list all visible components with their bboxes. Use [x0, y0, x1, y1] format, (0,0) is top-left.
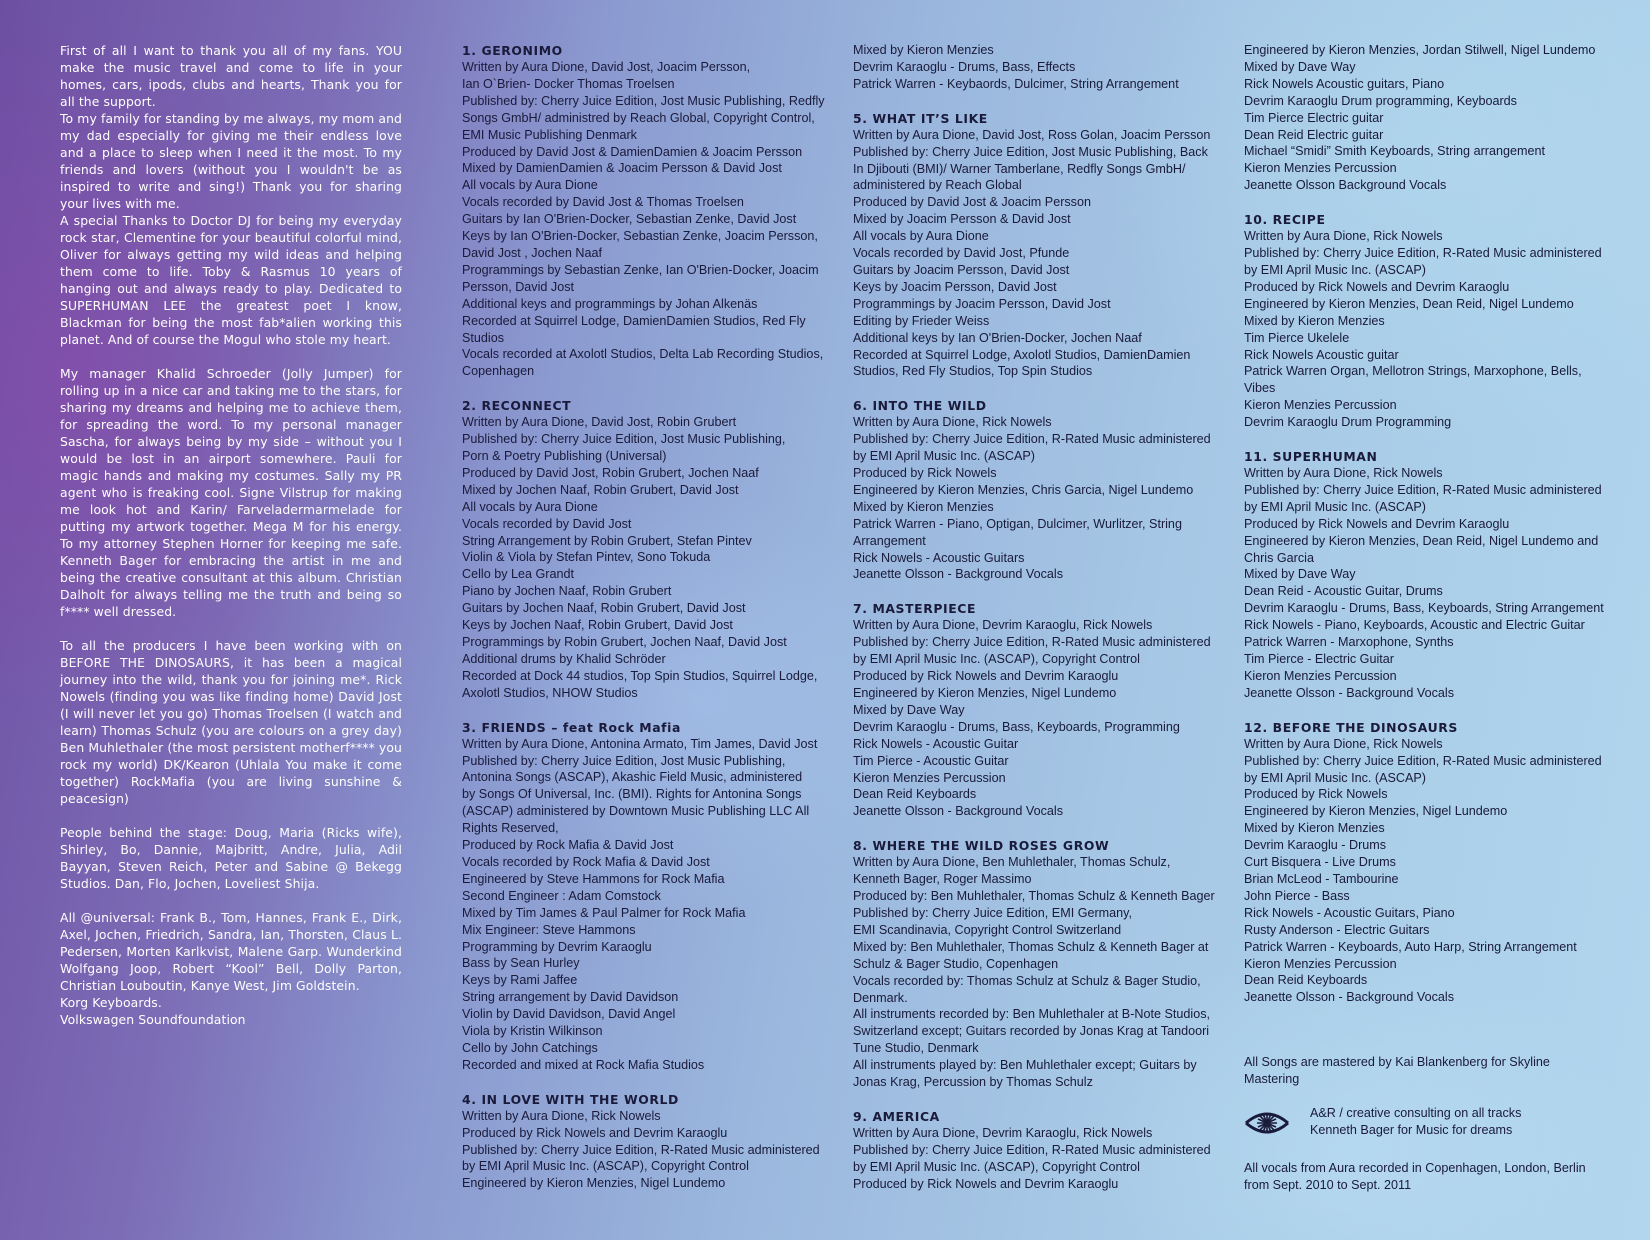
- eye-burst-icon: [1244, 1103, 1290, 1143]
- credit-line: Produced by David Jost & Joacim Persson: [853, 195, 1091, 210]
- credit-line: Tune Studio, Denmark: [853, 1041, 979, 1056]
- credit-line: Written by Aura Dione, Antonina Armato, Tim James, David Jost: [462, 736, 818, 751]
- credit-line: Written by Aura Dione, David Jost, Joacim Persson,: [462, 60, 751, 74]
- credit-line: Vocals recorded by David Jost: [462, 516, 632, 531]
- credit-line: Mixed by Kieron Menzies: [853, 499, 994, 514]
- credit-line: Published by: Cherry Juice Edition, Jost Music Publishing,: [462, 753, 786, 768]
- track-title: 4. IN LOVE WITH THE WORLD: [462, 1091, 679, 1107]
- credit-line: Dean Reid Keyboards: [853, 787, 977, 802]
- track-title: 9. AMERICA: [853, 1108, 940, 1124]
- credit-line: Arrangement: [853, 533, 926, 548]
- credit-line: Additional drums by Khalid Schröder: [462, 651, 666, 666]
- credit-line: Devrim Karaoglu - Drums: [1244, 838, 1387, 853]
- credit-line: by EMI April Music Inc. (ASCAP): [1244, 499, 1426, 514]
- credit-line: Engineered by Steve Hammons for Rock Mafia: [462, 871, 725, 886]
- credit-line: Dean Reid Keyboards: [1244, 973, 1368, 988]
- credit-line: Rick Nowels - Piano, Keyboards, Acoustic and Electric Guitar: [1244, 618, 1585, 633]
- credit-line: by EMI April Music Inc. (ASCAP): [853, 449, 1035, 464]
- thanks-column: [60, 42, 402, 1045]
- credit-line: Jeanette Olsson - Background Vocals: [1244, 990, 1455, 1005]
- credit-line: Written by Aura Dione, Rick Nowels: [853, 415, 1052, 430]
- credit-line: Additional keys by Ian O'Brien-Docker, Jochen Naaf: [853, 330, 1142, 345]
- ar-text: [1310, 1105, 1521, 1139]
- credit-line: Patrick Warren - Keyboards, Auto Harp, String Arrangement: [1244, 939, 1577, 954]
- credit-line: Songs GmbH/ administred by Reach Global, Copyright Control,: [462, 110, 815, 125]
- credit-line: Devrim Karaoglu Drum Programming: [1244, 415, 1452, 430]
- credit-line: Programmings by Sebastian Zenke, Ian O'Brien-Docker, Joacim: [462, 262, 819, 277]
- credit-line: Studios: [462, 330, 505, 345]
- credit-line: Published by: Cherry Juice Edition, R-Rated Music administered: [853, 432, 1211, 447]
- track-credits: [853, 397, 1233, 583]
- credit-line: Mixed by: Ben Muhlethaler, Thomas Schulz & Kenneth Bager at: [853, 939, 1209, 954]
- track-title: 1. GERONIMO: [462, 43, 563, 58]
- thanks-paragraph: Korg Keyboards.: [60, 995, 162, 1010]
- credit-line: String arrangement by David Davidson: [462, 990, 679, 1005]
- credit-line: Jeanette Olsson - Background Vocals: [853, 567, 1064, 582]
- credit-line: Vocals recorded by David Jost, Pfunde: [853, 246, 1070, 261]
- credit-line: Keys by Jochen Naaf, Robin Grubert, David Jost: [462, 618, 733, 633]
- credit-line: Second Engineer : Adam Comstock: [462, 888, 661, 903]
- credit-line: Vocals recorded at Axolotl Studios, Delta Lab Recording Studios,: [462, 347, 824, 362]
- credit-line: Written by Aura Dione, Devrim Karaoglu, Rick Nowels: [853, 1125, 1153, 1140]
- track-credits: [853, 600, 1233, 820]
- credit-line: Rick Nowels Acoustic guitars, Piano: [1244, 76, 1445, 91]
- credit-line: by EMI April Music Inc. (ASCAP): [1244, 770, 1426, 785]
- credit-line: Programming by Devrim Karaoglu: [462, 939, 652, 954]
- credit-line: Ian O`Brien- Docker Thomas Troelsen: [462, 76, 675, 91]
- credit-line: Tim Pierce - Electric Guitar: [1244, 652, 1394, 666]
- credit-line: Recorded at Squirrel Lodge, Axolotl Studios, DamienDamien: [853, 347, 1191, 362]
- track-credits: [1244, 448, 1644, 702]
- credit-line: Devrim Karaoglu Drum programming, Keyboards: [1244, 93, 1517, 108]
- credit-line: Switzerland except; Guitars recorded by Jonas Krag at Tandoori: [853, 1024, 1210, 1039]
- credit-line: All instruments played by: Ben Muhlethaler except; Guitars by: [853, 1058, 1197, 1073]
- credit-line: Kieron Menzies Percussion: [1244, 668, 1397, 683]
- credit-line: Published by: Cherry Juice Edition, Jost Music Publishing, Back: [853, 144, 1208, 159]
- credit-line: Keys by Ian O'Brien-Docker, Sebastian Zenke, Joacim Persson,: [462, 229, 818, 244]
- credit-line: Published by: Cherry Juice Edition, R-Rated Music administered: [1244, 246, 1602, 261]
- credit-line: Schulz & Bager Studio, Copenhagen: [853, 956, 1059, 971]
- credit-line: Engineered by Kieron Menzies, Dean Reid, Nigel Lundemo and: [1244, 533, 1599, 548]
- credit-line: Written by Aura Dione, Devrim Karaoglu, Rick Nowels: [853, 618, 1153, 633]
- credit-line: Rick Nowels - Acoustic Guitars: [853, 550, 1025, 565]
- credit-line: Published by: Cherry Juice Edition, R-Rated Music administered: [462, 1142, 820, 1157]
- credit-line: All vocals by Aura Dione: [462, 499, 598, 514]
- credit-line: Mixed by Dave Way: [1244, 59, 1356, 74]
- credit-line: Cello by John Catchings: [462, 1040, 598, 1055]
- credit-line: (ASCAP) administered by Downtown Music Publishing LLC All: [462, 804, 810, 819]
- credit-line: administered by Reach Global: [853, 178, 1022, 193]
- credit-line: Produced by Rock Mafia & David Jost: [462, 838, 674, 853]
- credit-line: Mix Engineer: Steve Hammons: [462, 922, 636, 937]
- credit-line: by EMI April Music Inc. (ASCAP), Copyright Control: [462, 1159, 749, 1174]
- credit-line: Produced by Rick Nowels and Devrim Karaoglu: [1244, 279, 1510, 294]
- credits-column-3-tracks: [1244, 42, 1644, 1006]
- credit-line: Curt Bisquera - Live Drums: [1244, 855, 1396, 870]
- credit-line: Devrim Karaoglu - Drums, Bass, Effects: [853, 59, 1076, 74]
- credit-line: by Songs Of Universal, Inc. (BMI). Rights for Antonina Songs: [462, 787, 802, 802]
- credit-line: Written by Aura Dione, Ben Muhlethaler, Thomas Schulz,: [853, 855, 1171, 870]
- track-title: 2. RECONNECT: [462, 398, 572, 414]
- mastering-line: Mastering: [1244, 1072, 1300, 1087]
- mastering-line: All Songs are mastered by Kai Blankenberg for Skyline: [1244, 1055, 1550, 1070]
- credit-line: Keys by Rami Jaffee: [462, 973, 578, 988]
- recording-note: [1244, 1160, 1644, 1194]
- credit-line: Engineered by Kieron Menzies, Nigel Lundemo: [853, 686, 1117, 700]
- credit-line: Copenhagen: [462, 364, 535, 379]
- credit-line: Mixed by Kieron Menzies: [1244, 821, 1385, 836]
- credit-line: Studios, Red Fly Studios, Top Spin Studios: [853, 364, 1093, 379]
- credit-line: Engineered by Kieron Menzies, Nigel Lundemo: [1244, 804, 1508, 819]
- thanks-paragraph: First of all I want to thank you all of my fans. YOU make the music travel and come to life in your homes, cars, ipods, clubs and hearts, Thank you for all the support.: [60, 43, 402, 109]
- credit-line: Chris Garcia: [1244, 550, 1314, 565]
- recording-line: from Sept. 2010 to Sept. 2011: [1244, 1177, 1412, 1192]
- credit-line: Jeanette Olsson - Background Vocals: [1244, 685, 1455, 700]
- track-title: 3. FRIENDS – feat Rock Mafia: [462, 719, 681, 735]
- credit-line: Kieron Menzies Percussion: [1244, 956, 1397, 971]
- credit-line: Published by: Cherry Juice Edition, EMI Germany,: [853, 905, 1133, 920]
- credit-line: Piano by Jochen Naaf, Robin Grubert: [462, 584, 672, 599]
- credits-column-1: [462, 42, 842, 1209]
- credit-line: Denmark.: [853, 990, 908, 1005]
- credit-line: Produced by Rick Nowels and Devrim Karaoglu: [1244, 516, 1510, 531]
- credit-line: David Jost , Jochen Naaf: [462, 245, 603, 260]
- credit-line: All vocals by Aura Dione: [462, 178, 598, 193]
- credit-line: Devrim Karaoglu - Drums, Bass, Keyboards, Programming: [853, 719, 1180, 734]
- credit-line: Antonina Songs (ASCAP), Akashic Field Music, administered: [462, 770, 803, 785]
- credit-line: Recorded at Dock 44 studios, Top Spin Studios, Squirrel Lodge,: [462, 668, 818, 683]
- credit-line: Mixed by Dave Way: [853, 702, 965, 717]
- credit-line: Guitars by Ian O'Brien-Docker, Sebastian Zenke, David Jost: [462, 212, 797, 227]
- credit-line: In Djibouti (BMI)/ Warner Tamberlane, Redfly Songs GmbH/: [853, 161, 1186, 176]
- credit-line: Produced by Rick Nowels and Devrim Karaoglu: [462, 1125, 728, 1140]
- credit-line: Tim Pierce - Acoustic Guitar: [853, 753, 1009, 768]
- credit-line: Vocals recorded by: Thomas Schulz at Schulz & Bager Studio,: [853, 973, 1201, 988]
- ar-line: Kenneth Bager for Music for dreams: [1310, 1122, 1513, 1137]
- track-credits: [853, 42, 1233, 93]
- thanks-paragraph: My manager Khalid Schroeder (Jolly Jumper) for rolling up in a nice car and taking me to the stars, for sharing my dreams and helping me to achieve them, for spreading the word. To my personal manager Sascha, for always being by my side – without you I would be lost in an airport somewhere. Pauli for magic hands and making my costumes. Sally my PR agent who is freaking cool. Signe Vilstrup for making me look hot and Karin/ Farveladermarmelade for putting my artwork together. Mega M for his energy. To my attorney Stephen Horner for keeping me safe. Kenneth Bager for embracing the artist in me and being the creative consultant at this album. Christian Dalholt for always telling me the truth and being so f**** well dressed.: [60, 366, 402, 619]
- credit-line: Mixed by DamienDamien & Joacim Persson & David Jost: [462, 161, 782, 176]
- credit-line: Violin & Viola by Stefan Pintev, Sono Tokuda: [462, 550, 711, 565]
- credit-line: Vocals recorded by David Jost & Thomas Troelsen: [462, 195, 744, 210]
- credit-line: Additional keys and programmings by Johan Alkenäs: [462, 296, 758, 311]
- credit-line: Keys by Joacim Persson, David Jost: [853, 279, 1057, 294]
- credit-line: Produced by David Jost, Robin Grubert, Jochen Naaf: [462, 465, 759, 480]
- credit-line: Dean Reid Electric guitar: [1244, 127, 1384, 142]
- credit-line: by EMI April Music Inc. (ASCAP), Copyright Control: [853, 1159, 1140, 1174]
- credit-line: Published by: Cherry Juice Edition, R-Rated Music administered: [853, 635, 1211, 650]
- credit-line: Guitars by Jochen Naaf, Robin Grubert, David Jost: [462, 601, 746, 616]
- credit-line: Kieron Menzies Percussion: [1244, 398, 1397, 413]
- credit-line: Rick Nowels - Acoustic Guitars, Piano: [1244, 905, 1455, 920]
- credit-line: Jeanette Olsson Background Vocals: [1244, 178, 1447, 193]
- credit-line: Patrick Warren - Keybaords, Dulcimer, String Arrangement: [853, 76, 1179, 91]
- credit-line: Jeanette Olsson - Background Vocals: [853, 804, 1064, 819]
- credit-line: Recorded and mixed at Rock Mafia Studios: [462, 1057, 705, 1072]
- credit-line: Written by Aura Dione, David Jost, Robin Grubert: [462, 415, 737, 430]
- credit-line: Programmings by Joacim Persson, David Jost: [853, 296, 1111, 311]
- credit-line: Axolotl Studios, NHOW Studios: [462, 685, 638, 700]
- credit-line: Produced by: Ben Muhlethaler, Thomas Schulz & Kenneth Bager: [853, 889, 1215, 904]
- track-credits: [462, 1091, 842, 1193]
- track-credits: [853, 1108, 1233, 1193]
- credit-line: Recorded at Squirrel Lodge, DamienDamien Studios, Red Fly: [462, 313, 806, 328]
- track-title: 7. MASTERPIECE: [853, 601, 977, 617]
- credit-line: All vocals by Aura Dione: [853, 229, 989, 244]
- credit-line: Rick Nowels Acoustic guitar: [1244, 347, 1399, 362]
- credit-line: Mixed by Tim James & Paul Palmer for Rock Mafia: [462, 905, 746, 920]
- credit-line: Rusty Anderson - Electric Guitars: [1244, 922, 1430, 937]
- credit-line: Bass by Sean Hurley: [462, 956, 580, 971]
- credit-line: Engineered by Kieron Menzies, Jordan Stilwell, Nigel Lundemo: [1244, 43, 1596, 57]
- credit-line: Tim Pierce Electric guitar: [1244, 110, 1384, 125]
- credit-line: Mixed by Jochen Naaf, Robin Grubert, David Jost: [462, 482, 739, 497]
- credit-line: Viola by Kristin Wilkinson: [462, 1024, 603, 1039]
- credit-line: Produced by Rick Nowels and Devrim Karaoglu: [853, 669, 1119, 684]
- thanks-paragraph: Volkswagen Soundfoundation: [60, 1012, 246, 1027]
- credit-line: Engineered by Kieron Menzies, Chris Garcia, Nigel Lundemo: [853, 482, 1194, 497]
- track-credits: [462, 719, 842, 1074]
- credit-line: Violin by David Davidson, David Angel: [462, 1007, 676, 1022]
- credit-line: Produced by Rick Nowels: [853, 466, 997, 481]
- credit-line: Mixed by Dave Way: [1244, 567, 1356, 582]
- credit-line: Programmings by Robin Grubert, Jochen Naaf, David Jost: [462, 635, 787, 649]
- credit-line: Mixed by Kieron Menzies: [853, 43, 994, 57]
- credits-column-3: [1244, 42, 1644, 1194]
- credit-line: Kieron Menzies Percussion: [853, 770, 1006, 785]
- credit-line: Devrim Karaoglu - Drums, Bass, Keyboards, String Arrangement: [1244, 601, 1604, 616]
- track-credits: [462, 42, 842, 380]
- credit-line: Vocals recorded by Rock Mafia & David Jost: [462, 854, 710, 869]
- credit-line: Persson, David Jost: [462, 279, 574, 294]
- credit-line: Kenneth Bager, Roger Massimo: [853, 872, 1032, 887]
- recording-line: All vocals from Aura recorded in Copenhagen, London, Berlin: [1244, 1161, 1586, 1176]
- track-title: 5. WHAT IT’S LIKE: [853, 110, 988, 126]
- track-credits: [1244, 719, 1644, 1007]
- credit-line: Mixed by Kieron Menzies: [1244, 313, 1385, 328]
- thanks-paragraph: All @universal: Frank B., Tom, Hannes, Frank E., Dirk, Axel, Jochen, Friedrich, Sandra, Ian, Thorsten, Claus L. Pedersen, Morten Karlkvist, Malene Garp. Wunderkind Wolfgang Joop, Robert “Kool” Bell, Dolly Parton, Christian Louboutin, Kanye West, Jim Goldstein.: [60, 910, 402, 993]
- ar-credit: [1244, 1105, 1644, 1143]
- credit-line: Produced by Rick Nowels and Devrim Karaoglu: [853, 1176, 1119, 1191]
- credit-line: EMI Scandinavia, Copyright Control Switzerland: [853, 922, 1122, 937]
- track-title: 6. INTO THE WILD: [853, 398, 987, 414]
- credit-line: Published by: Cherry Juice Edition, R-Rated Music administered: [1244, 482, 1602, 497]
- credit-line: Produced by David Jost & DamienDamien & Joacim Persson: [462, 144, 803, 159]
- credit-line: Dean Reid - Acoustic Guitar, Drums: [1244, 584, 1443, 599]
- track-credits: [1244, 42, 1644, 194]
- track-credits: [462, 397, 842, 701]
- thanks-paragraph: A special Thanks to Doctor DJ for being my everyday rock star, Clementine for your beautiful colorful mind, Oliver for always getting my wild ideas and helping them come to life. Toby & Rasmus 10 years of hanging out and always ready to play. Dedicated to SUPERHUMAN LEE the greatest poet I know, Blackman for being the most fab*alien working this planet. And of course the Mogul who stole my heart.: [60, 213, 402, 347]
- mastering-note: [1244, 1054, 1644, 1088]
- credit-line: EMI Music Publishing Denmark: [462, 127, 637, 142]
- credit-line: Mixed by Joacim Persson & David Jost: [853, 212, 1071, 227]
- credit-line: Written by Aura Dione, Rick Nowels: [1244, 229, 1443, 244]
- credit-line: Produced by Rick Nowels: [1244, 787, 1388, 802]
- track-credits: [1244, 211, 1644, 431]
- credit-line: John Pierce - Bass: [1244, 888, 1350, 903]
- credit-line: All instruments recorded by: Ben Muhlethaler at B-Note Studios,: [853, 1007, 1210, 1022]
- credit-line: Published by: Cherry Juice Edition, Jost Music Publishing,: [462, 432, 786, 447]
- credit-line: Editing by Frieder Weiss: [853, 313, 990, 328]
- credit-line: Engineered by Kieron Menzies, Nigel Lundemo: [462, 1176, 726, 1191]
- credit-line: Written by Aura Dione, David Jost, Ross Golan, Joacim Persson: [853, 127, 1211, 142]
- track-title: 11. SUPERHUMAN: [1244, 449, 1378, 465]
- track-credits: [853, 837, 1233, 1091]
- credit-line: Porn & Poetry Publishing (Universal): [462, 449, 667, 464]
- credit-line: Published by: Cherry Juice Edition, R-Rated Music administered: [853, 1142, 1211, 1157]
- credit-line: Published by: Cherry Juice Edition, R-Rated Music administered: [1244, 753, 1602, 768]
- credit-line: Michael “Smidi” Smith Keyboards, String arrangement: [1244, 144, 1545, 159]
- credit-line: Brian McLeod - Tambourine: [1244, 871, 1399, 886]
- credit-line: Written by Aura Dione, Rick Nowels: [1244, 736, 1443, 751]
- credit-line: Vibes: [1244, 381, 1276, 396]
- credit-line: Tim Pierce Ukelele: [1244, 330, 1350, 345]
- credit-line: Rick Nowels - Acoustic Guitar: [853, 736, 1019, 751]
- track-title: 12. BEFORE THE DINOSAURS: [1244, 719, 1458, 735]
- thanks-paragraph: To my family for standing by me always, my mom and my dad especially for giving me their endless love and a place to sleep when I need it the most. To my friends and lovers (without you I wouldn't be as inspired to write and sing!) Thank you for sharing your lives with me.: [60, 111, 402, 211]
- credit-line: Written by Aura Dione, Rick Nowels: [1244, 466, 1443, 481]
- credit-line: Written by Aura Dione, Rick Nowels: [462, 1108, 661, 1123]
- thanks-paragraph: To all the producers I have been working with on BEFORE THE DINOSAURS, it has been a magical journey into the wild, thank you for joining me*. Rick Nowels (finding you was like finding home) David Jost (I will never let you go) Thomas Troelsen (I watch and learn) Thomas Schulz (you are colours on a grey day) Ben Muhlethaler (the most persistent motherf**** you rock my world) DK/Kearon (Uhlala You make it come together) RockMafia (you are living sunshine & peacesign): [60, 638, 402, 806]
- credit-line: Guitars by Joacim Persson, David Jost: [853, 262, 1070, 277]
- track-title: 8. WHERE THE WILD ROSES GROW: [853, 838, 1110, 854]
- credit-line: by EMI April Music Inc. (ASCAP): [1244, 262, 1426, 277]
- credit-line: Rights Reserved,: [462, 821, 559, 836]
- credit-line: Patrick Warren - Piano, Optigan, Dulcimer, Wurlitzer, String: [853, 516, 1182, 531]
- credit-line: Cello by Lea Grandt: [462, 567, 575, 582]
- credit-line: by EMI April Music Inc. (ASCAP), Copyright Control: [853, 652, 1140, 667]
- credits-column-2: [853, 42, 1233, 1210]
- credit-line: Kieron Menzies Percussion: [1244, 161, 1397, 176]
- credit-line: Patrick Warren - Marxophone, Synths: [1244, 635, 1454, 650]
- credit-line: String Arrangement by Robin Grubert, Stefan Pintev: [462, 533, 752, 548]
- credit-line: Engineered by Kieron Menzies, Dean Reid, Nigel Lundemo: [1244, 296, 1574, 311]
- track-credits: [853, 110, 1233, 381]
- ar-line: A&R / creative consulting on all tracks: [1310, 1106, 1522, 1121]
- credit-line: Jonas Krag, Percussion by Thomas Schulz: [853, 1075, 1093, 1090]
- track-title: 10. RECIPE: [1244, 212, 1326, 228]
- credit-line: Published by: Cherry Juice Edition, Jost Music Publishing, Redfly: [462, 93, 825, 108]
- thanks-paragraph: People behind the stage: Doug, Maria (Ricks wife), Shirley, Bo, Dannie, Majbritt, Andre, Julia, Adil Bayyan, Steven Reich, Peter and Sabine @ Bekegg Studios. Dan, Flo, Jochen, Loveliest Shija.: [60, 825, 402, 891]
- credit-line: Patrick Warren Organ, Mellotron Strings, Marxophone, Bells,: [1244, 364, 1582, 379]
